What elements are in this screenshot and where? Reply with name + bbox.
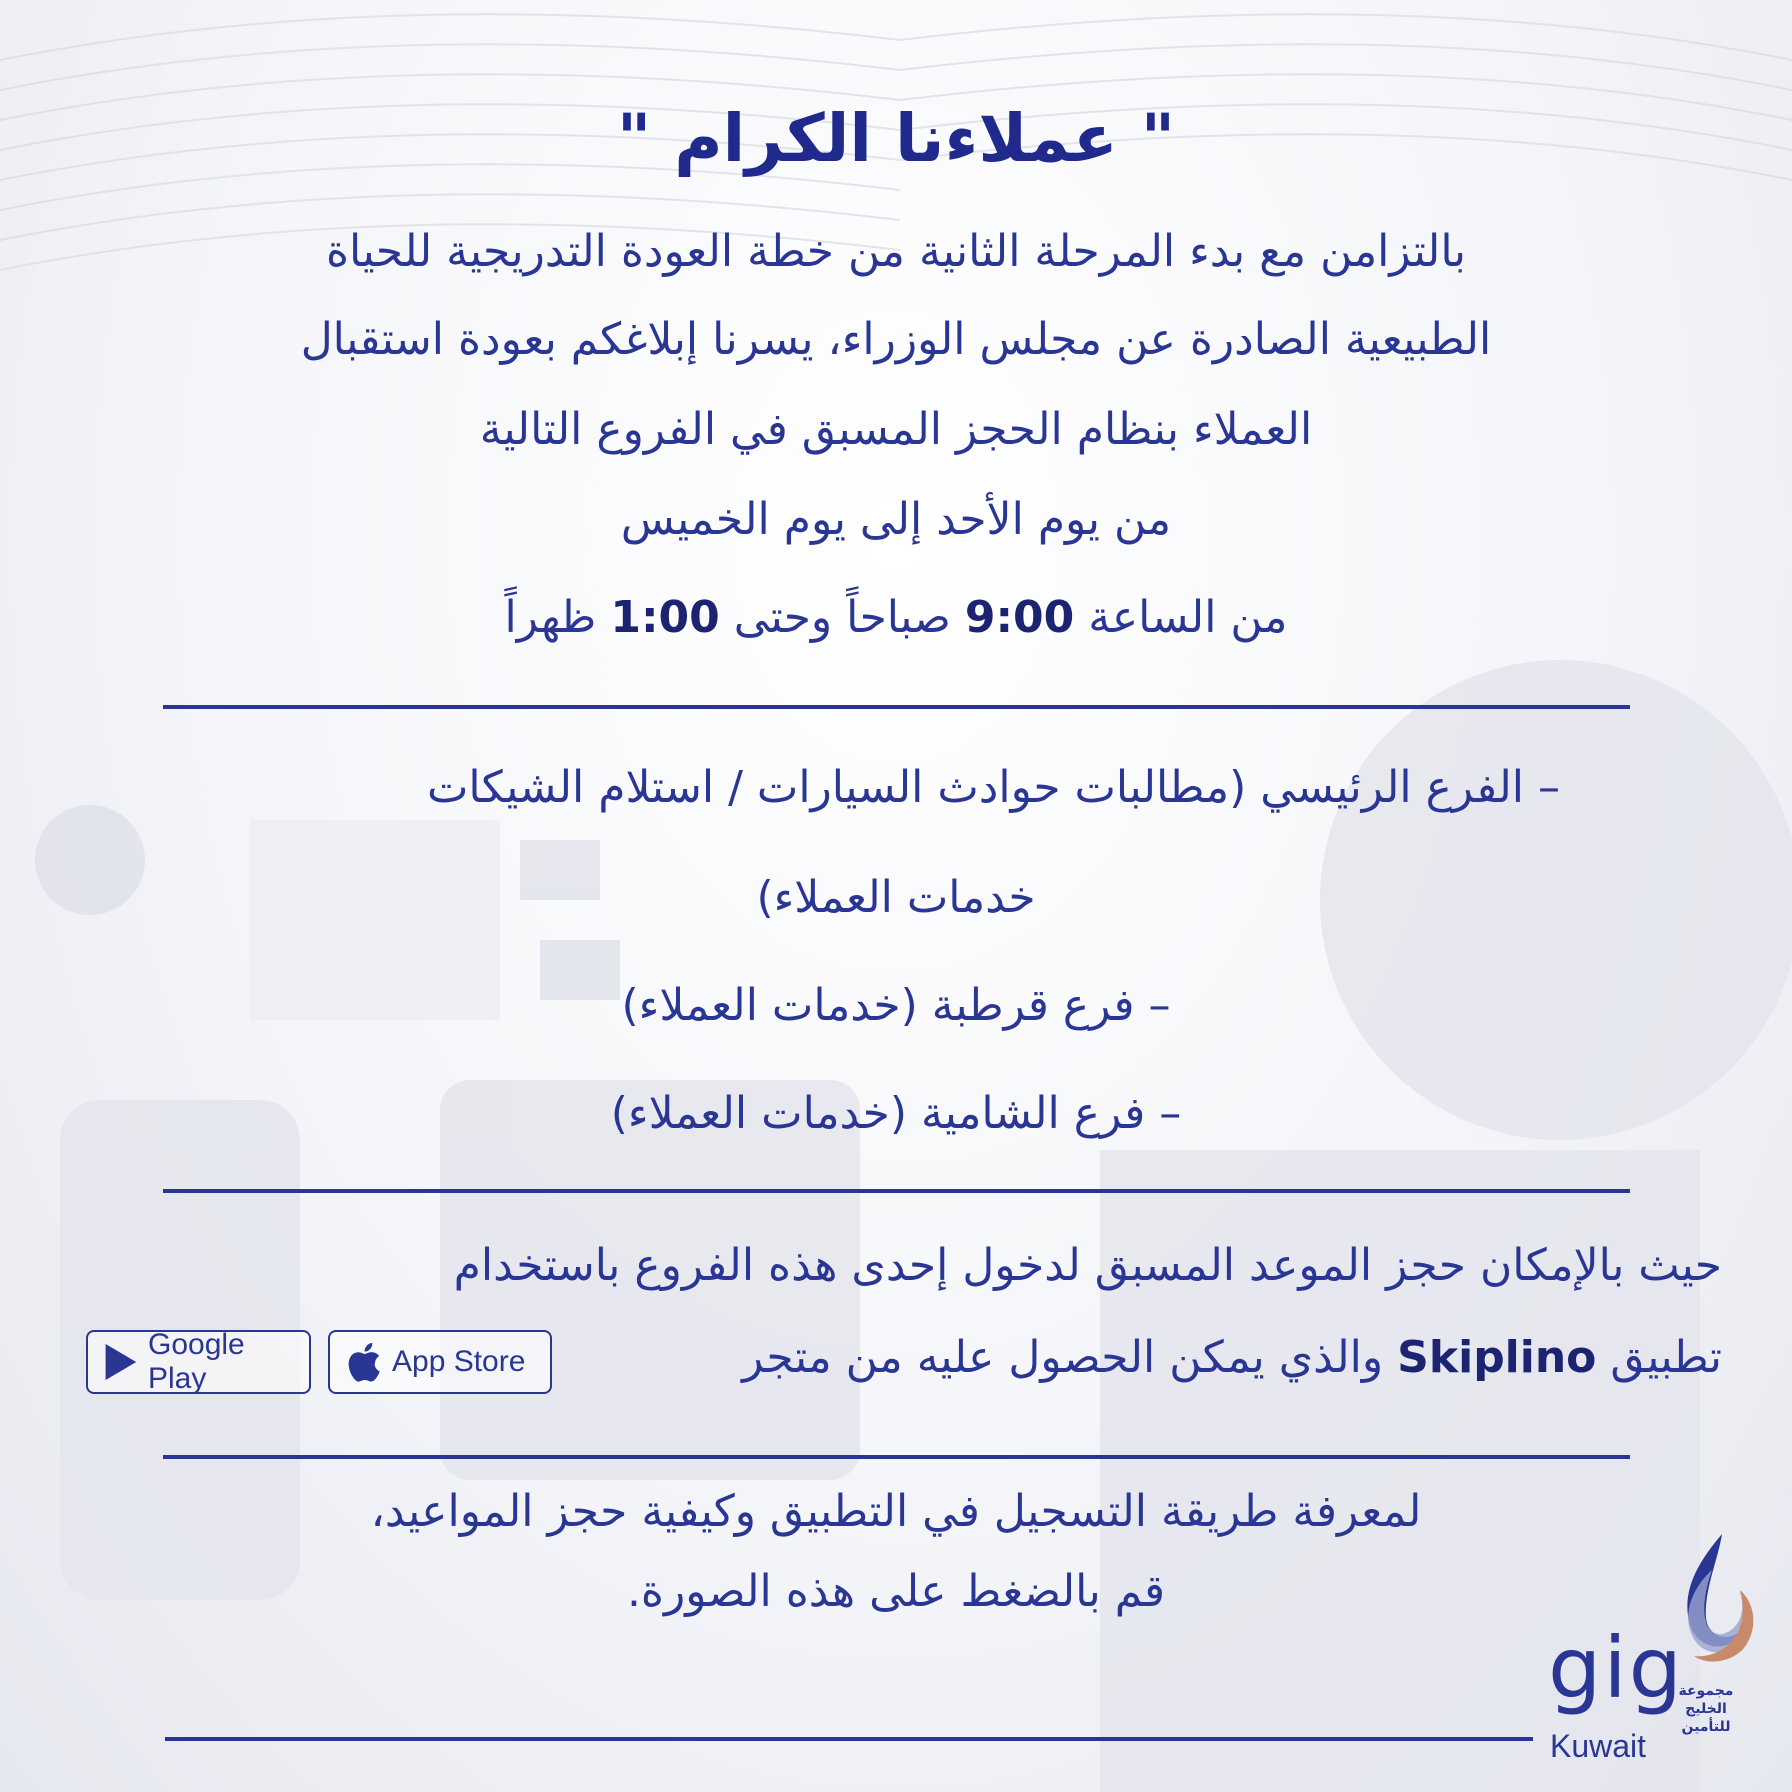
apple-icon <box>344 1340 382 1384</box>
branch-shamiya: – فرع الشامية (خدمات العملاء) <box>610 1088 1182 1139</box>
hours-noon: ظهراً <box>504 592 597 643</box>
footer-line-1: لمعرفة طريقة التسجيل في التطبيق وكيفية حجز المواعيد، <box>370 1486 1422 1537</box>
play-triangle-icon <box>102 1340 138 1384</box>
divider-3 <box>163 1455 1630 1459</box>
booking-line-2 <box>742 1332 1722 1383</box>
hours-from: من الساعة <box>1088 592 1288 643</box>
footer-line-2: قم بالضغط على هذه الصورة. <box>626 1566 1166 1617</box>
booking-app-prefix: تطبيق <box>1610 1332 1722 1383</box>
app-store-label: App Store <box>392 1345 526 1378</box>
logo-brand: gig <box>1548 1619 1684 1717</box>
logo-arabic-name: مجموعة الخليج للتأمين <box>1678 1683 1734 1735</box>
booking-app-suffix: والذي يمكن الحصول عليه من متجر <box>742 1332 1384 1383</box>
hours-start: 9:00 <box>964 592 1075 643</box>
google-play-button[interactable] <box>86 1330 311 1394</box>
intro-line-4: من يوم الأحد إلى يوم الخميس <box>620 494 1172 545</box>
intro-line-2: الطبيعية الصادرة عن مجلس الوزراء، يسرنا إبلاغكم بعودة استقبال <box>300 314 1492 365</box>
app-store-button[interactable] <box>328 1330 552 1394</box>
booking-line-1: حيث بالإمكان حجز الموعد المسبق لدخول إحدى هذه الفروع باستخدام <box>453 1240 1722 1291</box>
page-title: " عملاءنا الكرام " <box>616 100 1176 177</box>
branch-main: – الفرع الرئيسي (مطالبات حوادث السيارات / استلام الشيكات <box>426 762 1560 813</box>
branch-qurtuba: – فرع قرطبة (خدمات العملاء) <box>621 980 1171 1031</box>
hours-morning-until: صباحاً وحتى <box>733 592 951 643</box>
hours-line <box>0 592 1792 643</box>
booking-app-name: Skiplino <box>1397 1332 1597 1383</box>
divider-4 <box>165 1737 1533 1741</box>
intro-line-1: بالتزامن مع بدء المرحلة الثانية من خطة العودة التدريجية للحياة <box>326 226 1466 277</box>
divider-1 <box>163 705 1630 709</box>
google-play-label: Google Play <box>147 1328 245 1395</box>
logo-country: Kuwait <box>1550 1728 1647 1764</box>
intro-line-3: العملاء بنظام الحجز المسبق في الفروع التالية <box>479 404 1313 455</box>
hours-end: 1:00 <box>610 592 720 643</box>
branch-main-cont: خدمات العملاء) <box>756 872 1036 923</box>
divider-2 <box>163 1189 1630 1193</box>
